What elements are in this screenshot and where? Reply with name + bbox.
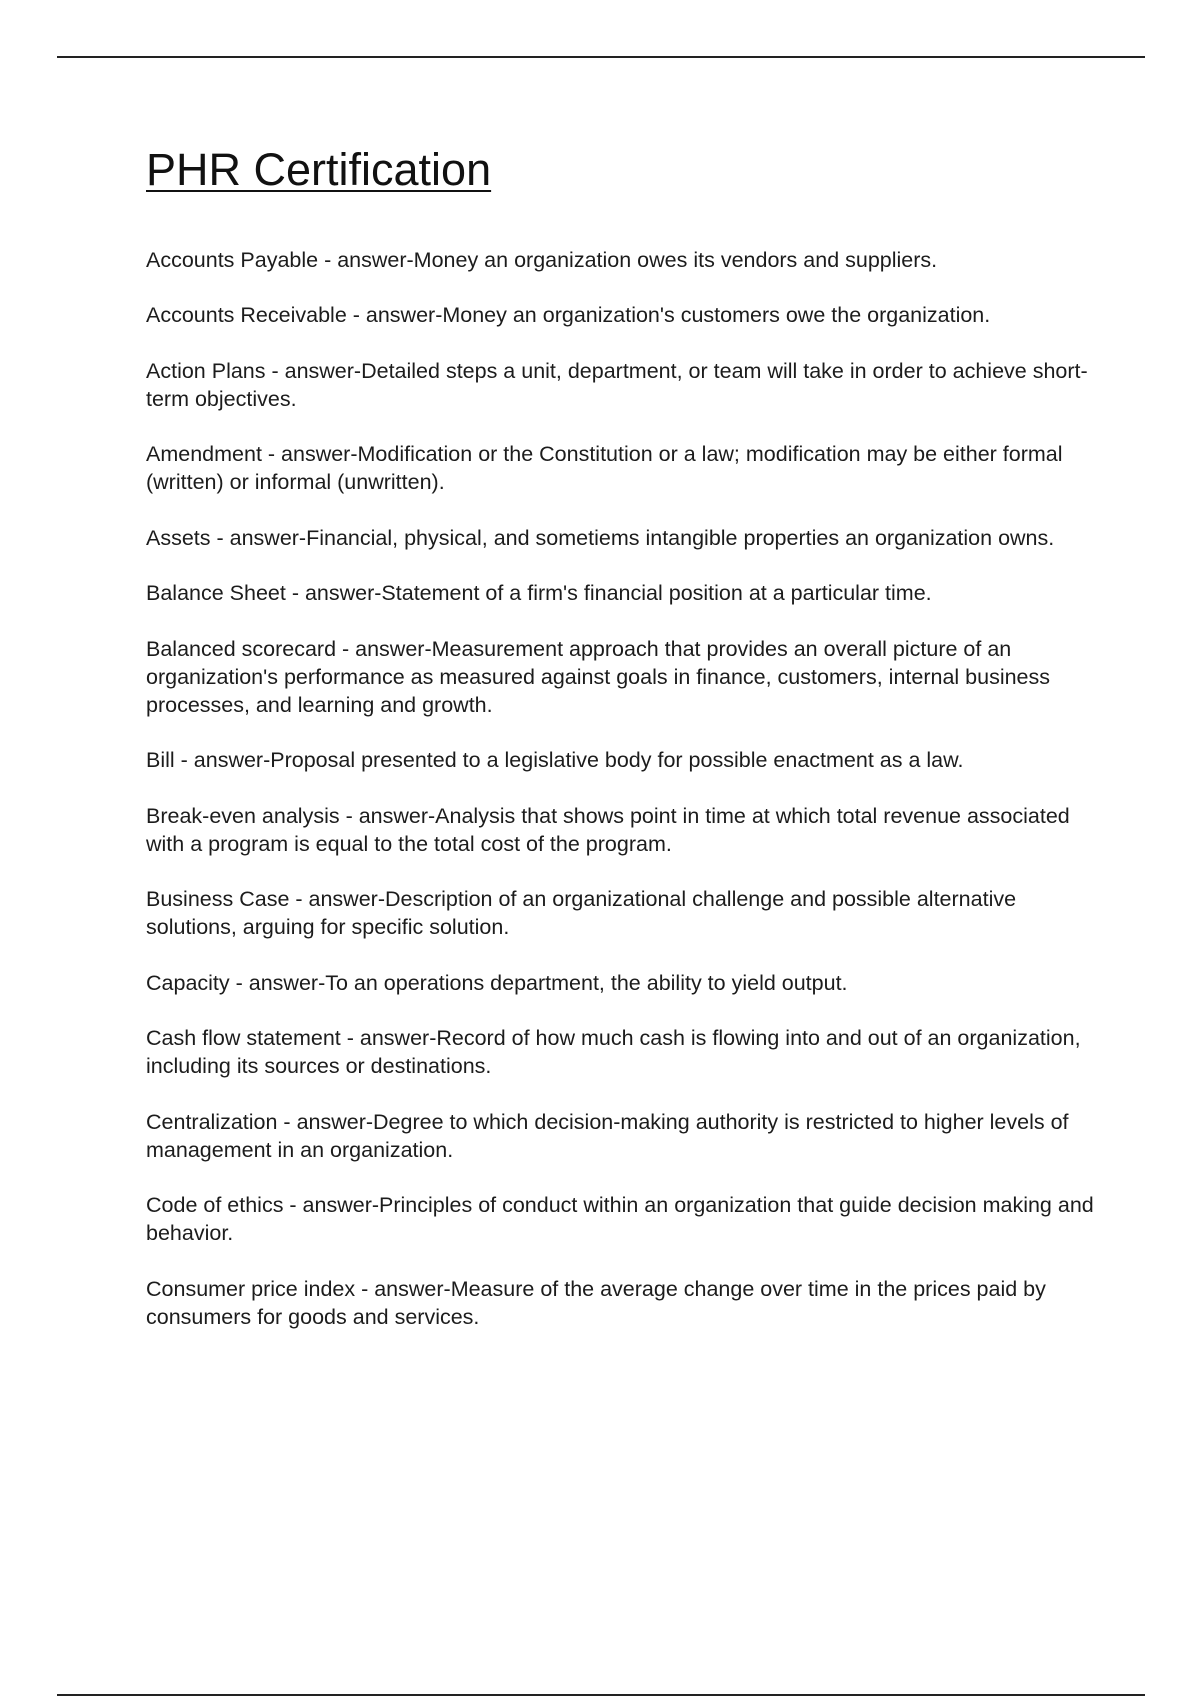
glossary-entry-balance-sheet: Balance Sheet - answer-Statement of a firm's financial position at a particular time. bbox=[146, 581, 932, 606]
glossary-entry-break-even-analysis: Break-even analysis - answer-Analysis that shows point in time at which total revenue associated with a program is equal to the total cost of the program. bbox=[146, 803, 1070, 856]
glossary-entry-assets: Assets - answer-Financial, physical, and sometiems intangible properties an organization owns. bbox=[146, 525, 1055, 550]
page-title: PHR Certification bbox=[146, 144, 492, 195]
glossary-entry-centralization: Centralization - answer-Degree to which decision-making authority is restricted to higher levels of management in an organization. bbox=[146, 1109, 1069, 1162]
glossary-entry-business-case: Business Case - answer-Description of an organizational challenge and possible alternative solutions, arguing for specific solution. bbox=[146, 887, 1017, 940]
top-rule bbox=[57, 56, 1145, 58]
glossary-entry-balanced-scorecard: Balanced scorecard - answer-Measurement approach that provides an overall picture of an organization's performance as measured against goals in finance, customers, internal business processes, and learning and growth. bbox=[146, 636, 1051, 717]
glossary-entry-bill: Bill - answer-Proposal presented to a legislative body for possible enactment as a law. bbox=[146, 748, 964, 773]
glossary-entry-accounts-payable: Accounts Payable - answer-Money an organization owes its vendors and suppliers. bbox=[146, 247, 938, 272]
glossary-entry-cash-flow-statement: Cash flow statement - answer-Record of how much cash is flowing into and out of an organization, including its sources or destinations. bbox=[146, 1026, 1081, 1079]
glossary-entry-action-plans: Action Plans - answer-Detailed steps a unit, department, or team will take in order to achieve short-term objectives. bbox=[146, 358, 1088, 411]
glossary-list bbox=[146, 246, 1096, 1331]
glossary-entry-amendment: Amendment - answer-Modification or the Constitution or a law; modification may be either formal (written) or informal (unwritten). bbox=[146, 442, 1063, 495]
bottom-rule bbox=[57, 1694, 1145, 1696]
glossary-entry-capacity: Capacity - answer-To an operations department, the ability to yield output. bbox=[146, 970, 848, 995]
glossary-entry-consumer-price-index: Consumer price index - answer-Measure of the average change over time in the prices paid by consumers for goods and services. bbox=[146, 1276, 1046, 1329]
glossary-entry-accounts-receivable: Accounts Receivable - answer-Money an organization's customers owe the organization. bbox=[146, 303, 991, 328]
glossary-entry-code-of-ethics: Code of ethics - answer-Principles of conduct within an organization that guide decision making and behavior. bbox=[146, 1193, 1094, 1246]
page-content bbox=[146, 144, 1096, 1358]
